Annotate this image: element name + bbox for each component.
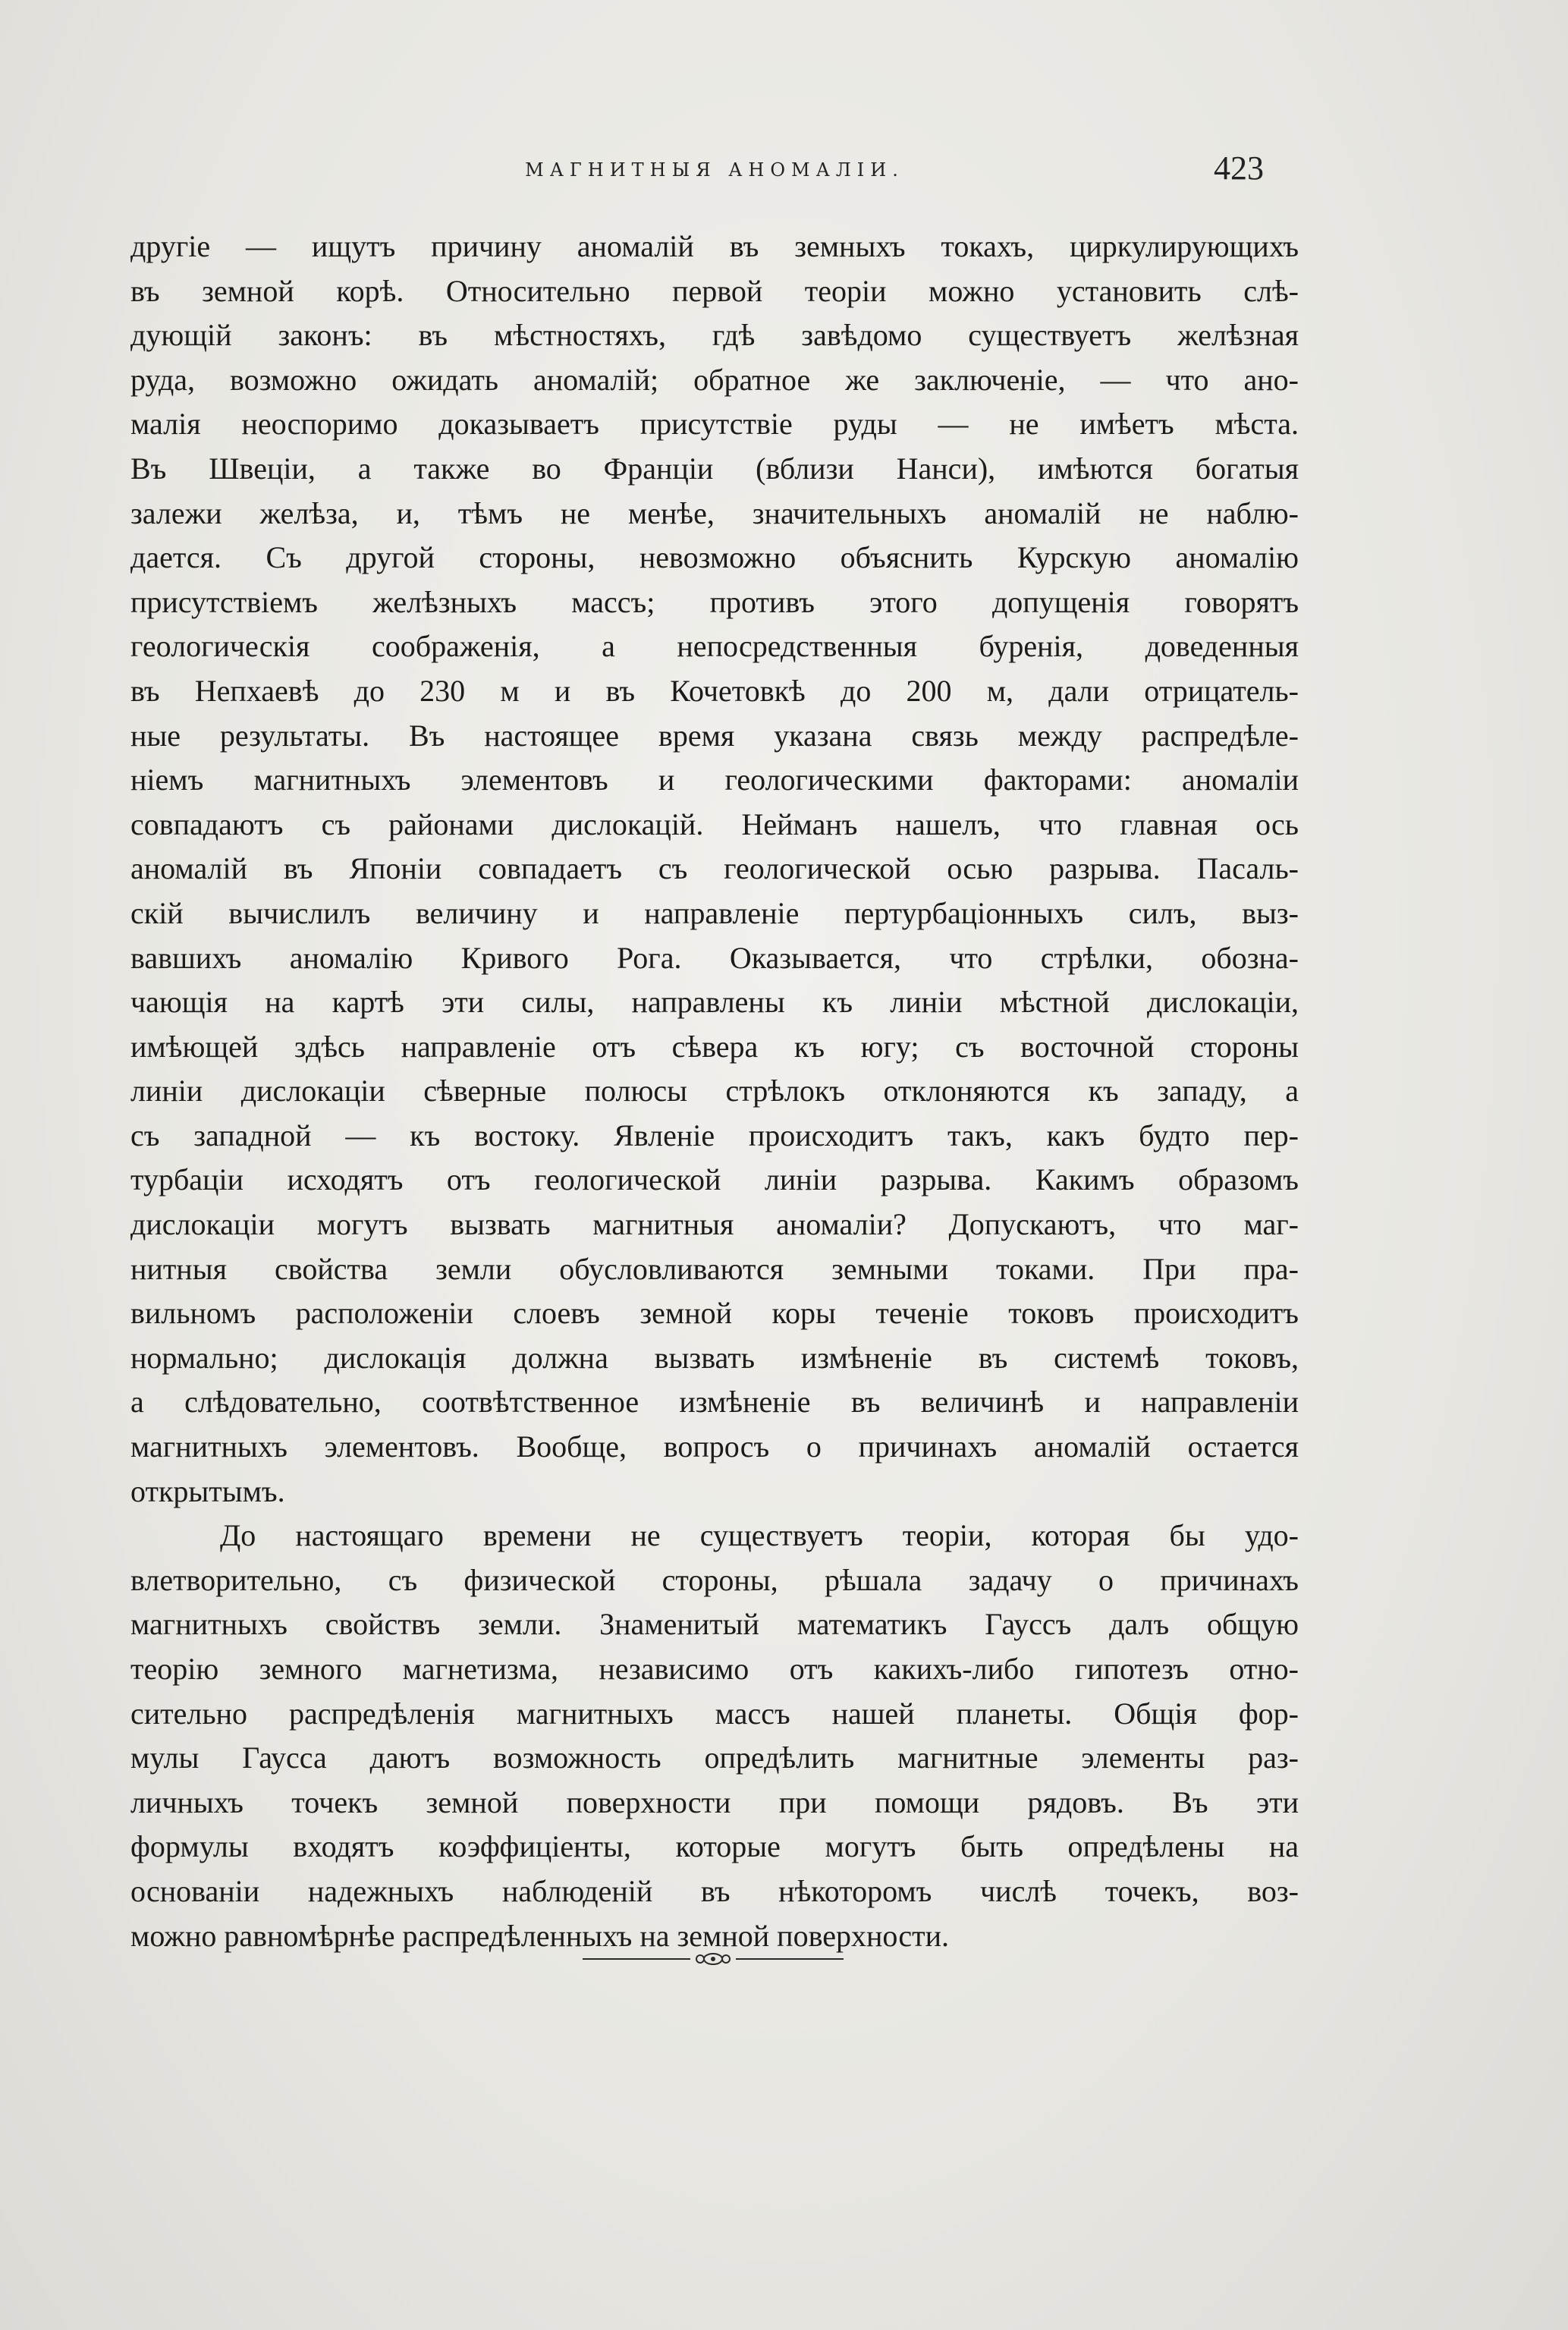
text-line: присутствіемъ желѣзныхъ массъ; противъ этого допущенія говорятъ: [130, 584, 1299, 619]
text-line: съ западной — къ востоку. Явленіе происходитъ такъ, какъ будто пер-: [130, 1118, 1299, 1152]
text-line: влетворительно, съ физической стороны, рѣшала задачу о причинахъ: [130, 1562, 1299, 1597]
text-line: магнитныхъ свойствъ земли. Знаменитый математикъ Гауссъ далъ общую: [130, 1607, 1299, 1642]
end-ornament-icon: [577, 1948, 850, 1970]
text-line: въ земной корѣ. Относительно первой теоріи можно установить слѣ-: [130, 273, 1299, 308]
text-line: Въ Швеціи, а также во Франціи (вблизи Нанси), имѣются богатыя: [130, 451, 1299, 486]
text-line: дается. Съ другой стороны, невозможно объяснить Курскую аномалію: [130, 540, 1299, 575]
text-line: личныхъ точекъ земной поверхности при помощи рядовъ. Въ эти: [130, 1784, 1299, 1819]
text-line: вильномъ расположеніи слоевъ земной коры теченіе токовъ происходитъ: [130, 1296, 1299, 1331]
text-line: малія неоспоримо доказываетъ присутствіе руды — не имѣетъ мѣста.: [130, 407, 1299, 442]
text-line: ніемъ магнитныхъ элементовъ и геологическими факторами: аномаліи: [130, 763, 1299, 797]
text-line: скій вычислилъ величину и направленіе пертурбаціонныхъ силъ, выз-: [130, 895, 1299, 930]
body-text: [130, 225, 1299, 1958]
text-line: открытымъ.: [130, 1473, 285, 1508]
text-line: мулы Гаусса даютъ возможность опредѣлить магнитные элементы раз-: [130, 1740, 1299, 1775]
text-line: основаніи надежныхъ наблюденій въ нѣкоторомъ числѣ точекъ, воз-: [130, 1873, 1299, 1908]
text-line: нормально; дислокація должна вызвать измѣненіе въ системѣ токовъ,: [130, 1340, 1299, 1375]
text-line: другіе — ищутъ причину аномалій въ земныхъ токахъ, циркулирующихъ: [130, 229, 1299, 263]
page-header: [130, 149, 1299, 194]
text-line: залежи желѣза, и, тѣмъ не менѣе, значительныхъ аномалій не наблю-: [130, 495, 1299, 530]
text-line: формулы входятъ коэффиціенты, которые могутъ быть опредѣлены на: [130, 1829, 1299, 1864]
running-title: МАГНИТНЫЯ АНОМАЛІИ.: [525, 159, 904, 181]
text-line: дующій законъ: въ мѣстностяхъ, гдѣ завѣдомо существуетъ желѣзная: [130, 318, 1299, 353]
text-line: турбаціи исходятъ отъ геологической линіи разрыва. Какимъ образомъ: [130, 1162, 1299, 1197]
paragraph-2: [130, 1514, 1299, 1958]
paragraph-1: [130, 225, 1299, 1514]
text-line: чающія на картѣ эти силы, направлены къ линіи мѣстной дислокаціи,: [130, 985, 1299, 1020]
text-line: теорію земного магнетизма, независимо отъ какихъ-либо гипотезъ отно-: [130, 1652, 1299, 1686]
text-line: сительно распредѣленія магнитныхъ массъ нашей планеты. Общія фор-: [130, 1696, 1299, 1731]
text-line: До настоящаго времени не существуетъ теоріи, которая бы удо-: [220, 1518, 1299, 1553]
text-line: магнитныхъ элементовъ. Вообще, вопросъ о причинахъ аномалій остается: [130, 1429, 1299, 1464]
text-line: дислокаціи могутъ вызвать магнитныя аномаліи? Допускаютъ, что маг-: [130, 1207, 1299, 1242]
text-line: геологическія соображенія, а непосредственныя буренія, доведенныя: [130, 629, 1299, 664]
text-line: ные результаты. Въ настоящее время указана связь между распредѣле-: [130, 718, 1299, 753]
text-line: въ Непхаевѣ до 230 м и въ Кочетовкѣ до 200 м, дали отрицатель-: [130, 673, 1299, 708]
text-line: руда, возможно ожидать аномалій; обратное же заключеніе, — что ано-: [130, 362, 1299, 397]
text-line: можно равномѣрнѣе распредѣленныхъ на земной поверхности.: [130, 1918, 950, 1953]
text-line: аномалій въ Японіи совпадаетъ съ геологической осью разрыва. Пасаль-: [130, 851, 1299, 886]
text-line: а слѣдовательно, соотвѣтственное измѣненіе въ величинѣ и направленіи: [130, 1385, 1299, 1420]
text-line: имѣющей здѣсь направленіе отъ сѣвера къ югу; съ восточной стороны: [130, 1029, 1299, 1064]
text-line: линіи дислокаціи сѣверные полюсы стрѣлокъ отклоняются къ западу, а: [130, 1074, 1299, 1108]
page-number: 423: [1214, 149, 1264, 187]
text-line: вавшихъ аномалію Кривого Рога. Оказывается, что стрѣлки, обозна-: [130, 940, 1299, 975]
text-line: совпадаютъ съ районами дислокацій. Нейманъ нашелъ, что главная ось: [130, 807, 1299, 841]
text-line: нитныя свойства земли обусловливаются земными токами. При пра-: [130, 1251, 1299, 1286]
